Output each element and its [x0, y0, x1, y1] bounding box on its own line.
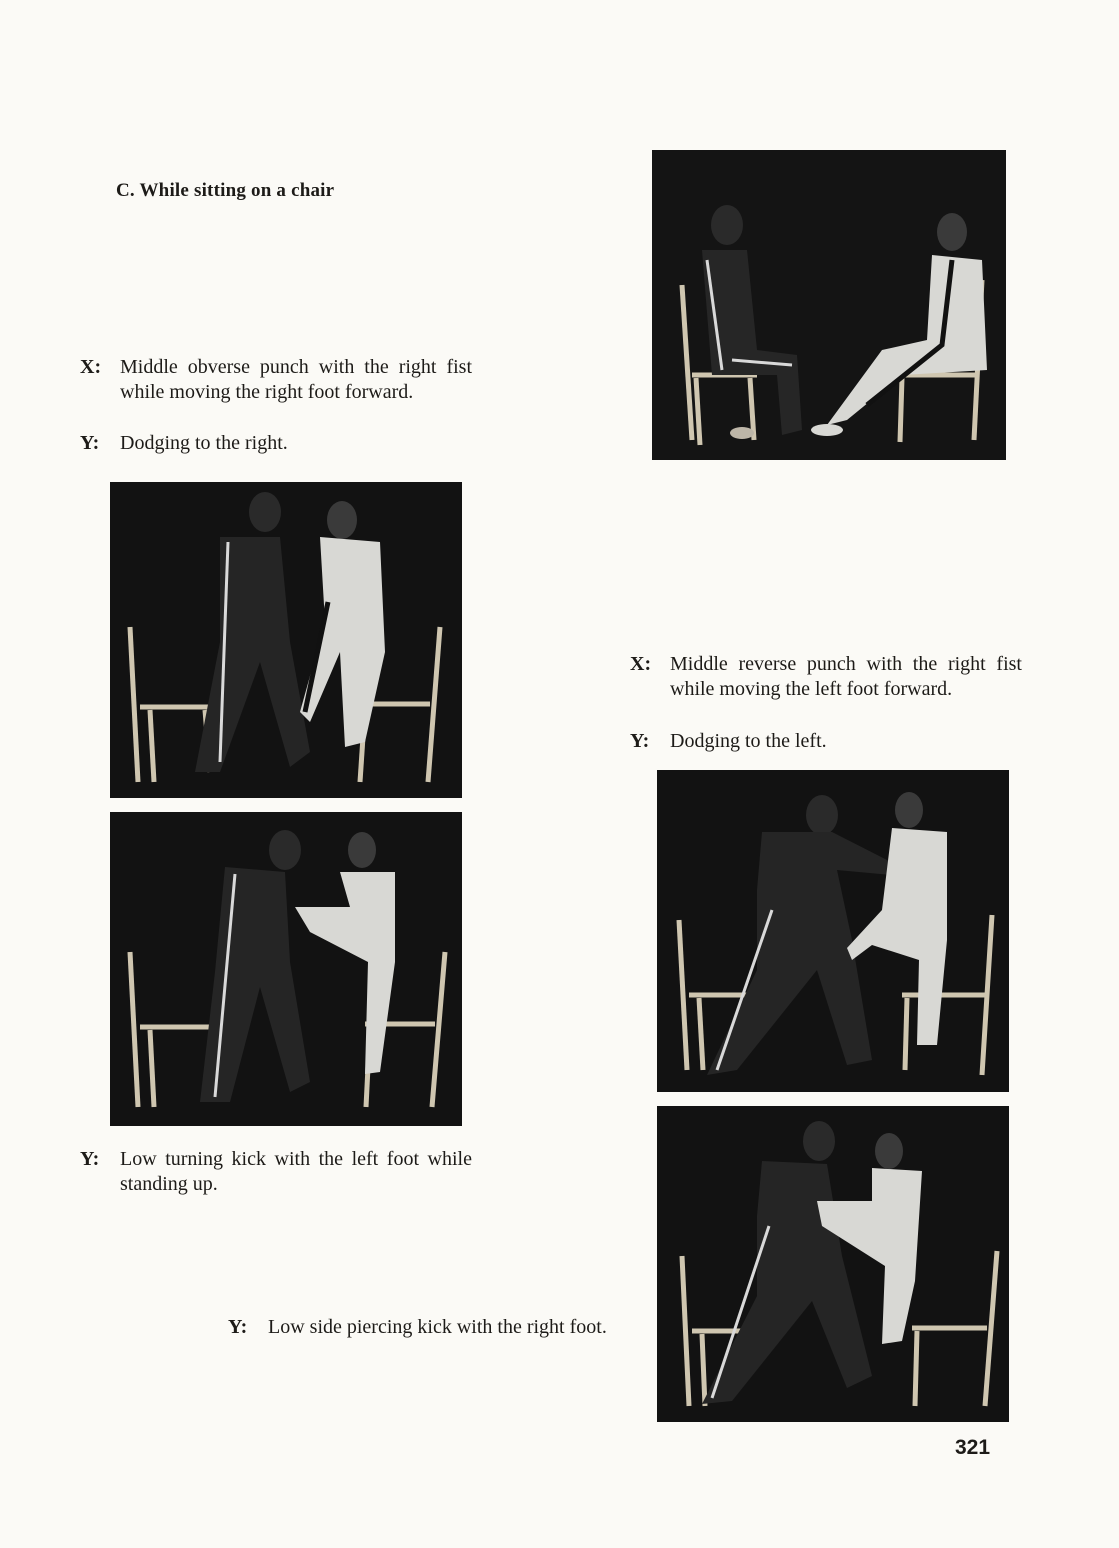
caption-x-obverse-punch	[80, 355, 472, 405]
caption-text: Low turning kick with the left foot while standing up.	[120, 1148, 472, 1195]
caption-label: X:	[630, 653, 652, 675]
caption-label: Y:	[80, 1148, 100, 1170]
caption-label: X:	[80, 356, 102, 378]
photo-seated-on-chairs	[652, 150, 1006, 460]
section-heading: C. While sitting on a chair	[116, 180, 335, 201]
caption-y-dodge-left	[630, 729, 1022, 754]
caption-text: Middle obverse punch with the right fist while moving the right foot forward.	[120, 356, 472, 403]
caption-text: Middle reverse punch with the right fist while moving the left foot forward.	[670, 653, 1022, 700]
caption-label: Y:	[80, 432, 100, 454]
caption-y-dodge-right	[80, 431, 472, 456]
page-number: 321	[955, 1436, 991, 1459]
caption-text: Dodging to the left.	[670, 730, 827, 752]
photo-dodging-left	[657, 770, 1009, 1092]
caption-text: Low side piercing kick with the right foot.	[268, 1316, 607, 1338]
caption-label: Y:	[630, 730, 650, 752]
caption-y-side-kick	[228, 1315, 618, 1340]
caption-x-reverse-punch	[630, 652, 1022, 702]
caption-y-turning-kick	[80, 1147, 472, 1197]
caption-text: Dodging to the right.	[120, 432, 288, 454]
photo-low-side-piercing-kick	[657, 1106, 1009, 1422]
photo-low-turning-kick	[110, 812, 462, 1126]
photo-dodging-right	[110, 482, 462, 798]
caption-label: Y:	[228, 1316, 248, 1338]
